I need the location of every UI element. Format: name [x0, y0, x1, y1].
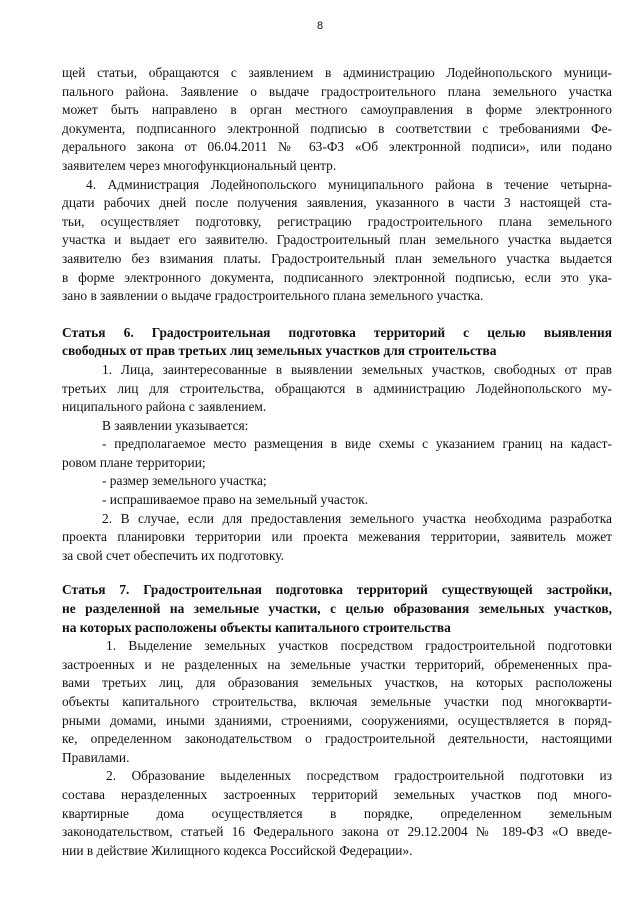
article-7-heading: [62, 581, 612, 637]
heading-line: свободных от прав третьих лиц земельных участков для строительства: [62, 343, 497, 359]
text-line: 2. В случае, если для предоставления земельного участка необходима разработка: [102, 510, 612, 526]
heading-line: на которых расположены объекты капитального строительства: [62, 619, 451, 635]
text-line: 1. Лица, заинтересованные в выявлении земельных участков, свободных от прав: [102, 361, 612, 377]
text-line: ниципального района с заявлением.: [62, 399, 267, 415]
text-line: заявителю без взимания платы. Градостроительный план земельного участка выдается: [62, 250, 612, 266]
article-6-paragraph-1: [62, 361, 612, 417]
list-item: - размер земельного участка;: [102, 473, 267, 489]
text-line: Правилами.: [62, 749, 130, 765]
list-item: - испрашиваемое право на земельный участок.: [102, 492, 369, 508]
text-line: зано в заявлении о выдаче градостроительного плана земельного участка.: [62, 288, 484, 304]
article-7-paragraph-2: [62, 767, 612, 860]
text-line: тьи, осуществляет подготовку, регистрацию градостроительного плана земельного: [62, 213, 612, 229]
heading-line: Статья 6. Градостроительная подготовка территорий с целью выявления: [62, 324, 612, 340]
text-line: нии в действие Жилищного кодекса Российской Федерации».: [62, 842, 413, 858]
text-line: заявителем через многофункциональный центр.: [62, 157, 337, 173]
article-6-paragraph-2: [62, 510, 612, 566]
text-line: 4. Администрация Лодейнопольского муниципального района в течение четырна-: [86, 176, 612, 192]
text-line: состава неразделенных застроенных территорий земельных участков под много-: [62, 786, 612, 802]
text-line: ке, определенном законодательством о градостроительной деятельности, настоящими: [62, 731, 612, 747]
text-line: третьих лиц для строительства, обращаются в администрацию Лодейнопольского му-: [62, 380, 612, 396]
heading-line: Статья 7. Градостроительная подготовка территорий существующей застройки,: [62, 582, 612, 598]
article-7-paragraph-1: [62, 637, 612, 767]
text-line: объекты капитального строительства, включая земельные участки под многокварти-: [62, 694, 612, 709]
text-line: участка и выдает его заявителю. Градостроительный план земельного участка выдается: [62, 232, 612, 248]
article-6-heading: [62, 324, 612, 361]
text-line: может быть направлено в орган местного самоуправления в форме электронного: [62, 102, 612, 118]
text-line: квартирные дома осуществляется в порядке, определенном земельным: [62, 805, 612, 821]
text-line: 2. Образование выделенных посредством градостроительной подготовки из: [106, 768, 612, 784]
text-line: проекта планировки территории или проекта межевания территории, заявитель может: [62, 529, 612, 545]
list-item: ровом плане территории;: [62, 454, 206, 470]
text-line: дерального закона от 06.04.2011 № 63-ФЗ «Об электронной подписи», или подано: [62, 139, 612, 155]
text-line: за свой счет обеспечить их подготовку.: [62, 547, 284, 563]
page-number: 8: [316, 20, 324, 32]
paragraph-intro: [62, 64, 612, 176]
text-line: вами третьих лиц, для образования земельных участков, на которых расположены: [62, 675, 612, 691]
list-intro: В заявлении указывается:: [102, 417, 249, 433]
text-line: в форме электронного документа, подписанного электронной подписью, если это ука-: [62, 269, 612, 285]
document-body: [62, 64, 612, 860]
list-item: - предполагаемое место размещения в виде схемы с указанием границ на кадаст-: [102, 436, 612, 452]
paragraph-4: [62, 176, 612, 306]
article-6-list: [62, 435, 612, 509]
heading-line: не разделенной на земельные участки, с целью образования земельных участков,: [62, 601, 612, 617]
text-line: документа, подписанного электронной подписью в соответствии с требованиями Фе-: [62, 120, 612, 136]
text-line: 1. Выделение земельных участков посредством градостроительной подготовки: [106, 638, 612, 654]
text-line: застроенных и не разделенных на земельные участки территорий, обремененных пра-: [62, 656, 612, 672]
text-line: рными домами, иными зданиями, строениями, сооружениями, осуществляется в поряд-: [62, 712, 612, 728]
text-line: пального района. Заявление о выдаче градостроительного плана земельного участка: [62, 83, 612, 99]
text-line: щей статьи, обращаются с заявлением в администрацию Лодейнопольского муници-: [62, 65, 612, 80]
text-line: дцати рабочих дней после получения заявления, указанного в части 3 настоящей ста-: [62, 195, 612, 211]
text-line: законодательством, статьей 16 Федерального закона от 29.12.2004 № 189-ФЗ «О введе-: [62, 824, 612, 840]
